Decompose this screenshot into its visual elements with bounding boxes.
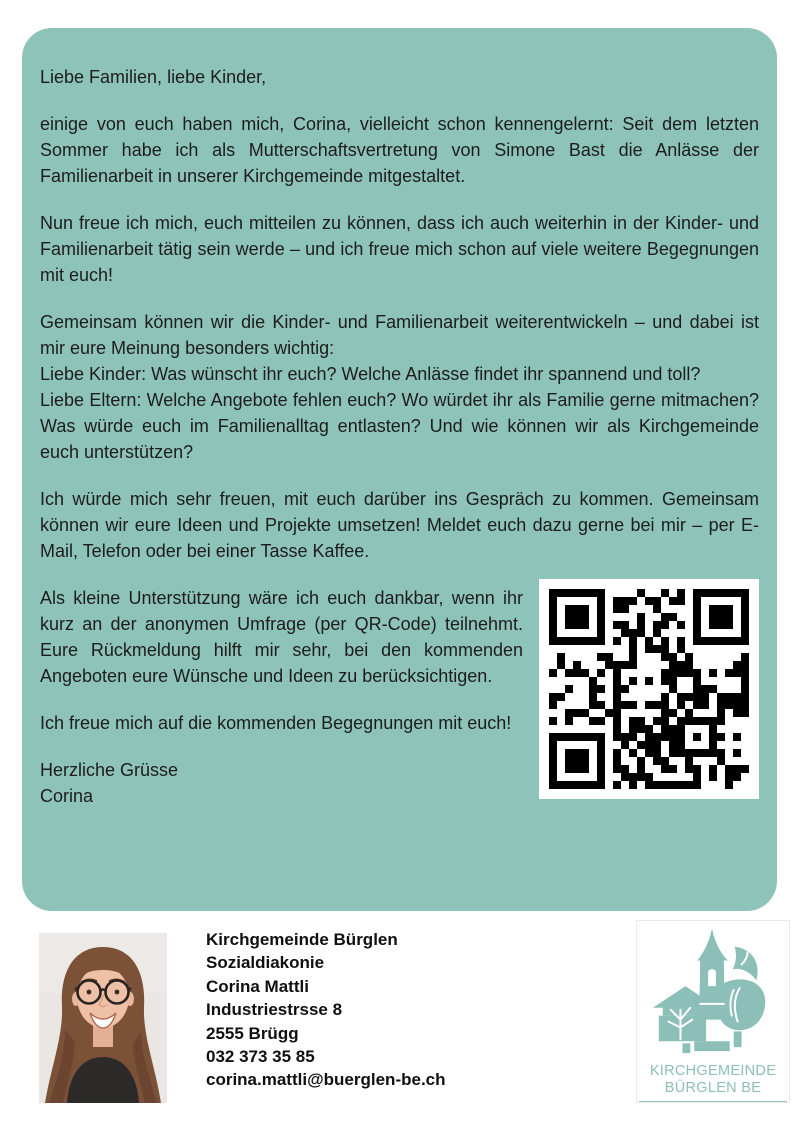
salutation: Liebe Familien, liebe Kinder, [40, 67, 267, 87]
qr-code-pattern [549, 589, 749, 789]
logo-text-line1: KIRCHGEMEINDE [649, 1063, 777, 1079]
contact-email: corina.mattli@buerglen-be.ch [206, 1070, 446, 1090]
logo-text-line2: BÜRGLEN BE [664, 1080, 762, 1096]
letter-paragraph-4: Ich würde mich sehr freuen, mit euch darüber ins Gespräch zu kommen. Gemeinsam können wir eure Ideen und Projekte umsetzen! Meldet euch dazu gerne bei mir – per E-Mail, Telefon oder bei einer Tasse Kaffee. [40, 489, 759, 561]
contact-phone: 032 373 35 85 [206, 1047, 315, 1067]
letter-card [22, 28, 777, 911]
contact-department: Sozialdiakonie [206, 953, 325, 973]
contact-block [206, 928, 446, 1092]
church-illustration-icon [639, 925, 787, 1061]
letter-paragraph-3c: Liebe Eltern: Welche Angebote fehlen euch? Wo würdet ihr als Familie gerne mitmachen? Was würde euch im Familienalltag entlasten? Und wie können wir als Kirchgemeinde euch unterstützen? [40, 390, 759, 462]
letter-paragraph-5: Als kleine Unterstützung wäre ich euch dankbar, wenn ihr kurz an der anonymen Umfrage (per QR-Code) teilnehmt. Eure Rückmeldung hilft mir sehr, bei den kommenden Angeboten eure Wünsche und Ideen zu berücksichtigen. [40, 588, 523, 686]
contact-organization: Kirchgemeinde Bürglen [206, 930, 398, 949]
letter-paragraph-3a: Gemeinsam können wir die Kinder- und Familienarbeit weiterentwickeln – und dabei ist mir eure Meinung besonders wichtig: [40, 312, 759, 358]
logo-text [639, 1063, 787, 1102]
footer [0, 926, 800, 1134]
contact-city: 2555 Brügg [206, 1023, 299, 1043]
qr-code [539, 579, 759, 799]
letter-paragraph-2: Nun freue ich mich, euch mitteilen zu können, dass ich auch weiterhin in der Kinder- und Familienarbeit tätig sein werde – und ich freue mich schon auf viele weitere Begegnungen mit euch! [40, 213, 759, 285]
contact-street: Industriestrsse 8 [206, 1000, 343, 1020]
closing-greeting: Herzliche Grüsse [40, 760, 179, 780]
portrait-photo [39, 933, 167, 1103]
church-logo [636, 920, 790, 1103]
letter-paragraph-6: Ich freue mich auf die kommenden Begegnungen mit euch! [40, 713, 512, 733]
letter-paragraph-1: einige von euch haben mich, Corina, vielleicht schon kennengelernt: Seit dem letzten Sommer habe ich als Mutterschaftsvertretung von Simone Bast die Anlässe der Familienarbeit in unserer Kirchgemeinde mitgestaltet. [40, 114, 759, 186]
contact-name: Corina Mattli [206, 976, 309, 996]
letter-paragraph-3b: Liebe Kinder: Was wünscht ihr euch? Welche Anlässe findet ihr spannend und toll? [40, 364, 701, 384]
closing-signature: Corina [40, 786, 94, 806]
